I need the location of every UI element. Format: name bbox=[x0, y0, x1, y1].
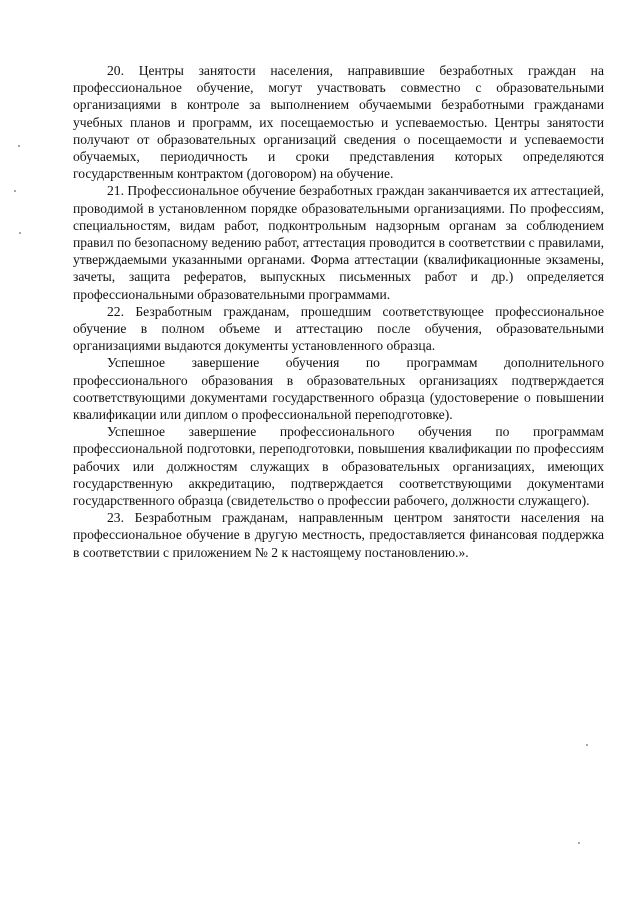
paragraph-21: 21. Профессиональное обучение безработных граждан заканчивается их аттестацией, проводимой в установленном порядке образовательными организациями. По профессиям, специальностям, видам работ, подконтрольным надзорным органам за соблюдением правил по безопасному ведению работ, аттестация проводится в соответствии с правилами, утверждаемыми указанными органами. Форма аттестации (квалификационные экзамены, зачеты, защита рефератов, выпускных письменных работ и др.) определяется профессиональными образовательными программами. bbox=[73, 183, 604, 302]
paragraph-23: 23. Безработным гражданам, направленным центром занятости населения на профессиональное обучение в другую местность, предоставляется финансовая поддержка в соответствии с приложением № 2 к настоящему постановлению.». bbox=[73, 510, 604, 560]
paragraph-22: 22. Безработным гражданам, прошедшим соответствующее профессиональное обучение в полном объеме и аттестацию после обучения, образовательными организациями выдаются документы установленного образца. bbox=[73, 303, 604, 354]
paragraph-vocational-training: Успешное завершение профессионального обучения по программам профессиональной подготовки, переподготовки, повышения квалификации по профессиям рабочих или должностям служащих в образовательных организациях, имеющих государственную аккредитацию, подтверждается соответствующими документами государственного образца (свидетельство о профессии рабочего, должности служащего). bbox=[73, 424, 604, 509]
scan-speck bbox=[14, 190, 16, 192]
document-body bbox=[73, 62, 604, 561]
paragraph-20: 20. Центры занятости населения, направившие безработных граждан на профессиональное обучение, могут участвовать совместно с образовательными организациями в контроле за выполнением обучаемыми безработными гражданами учебных планов и программ, их посещаемостью и успеваемостью. Центры занятости получают от образовательных организаций сведения о посещаемости и успеваемости обучаемых, периодичность и сроки представления которых определяются государственным контрактом (договором) на обучение. bbox=[73, 63, 604, 182]
scan-speck bbox=[586, 744, 588, 746]
paragraph-additional-education: Успешное завершение обучения по программам дополнительного профессионального образования в образовательных организациях подтверждается соответствующими документами государственного образца (удостоверение о повышении квалификации или диплом о профессиональной переподготовке). bbox=[73, 355, 604, 423]
scan-speck bbox=[18, 145, 20, 147]
scan-speck bbox=[578, 842, 580, 844]
scan-speck bbox=[19, 232, 21, 234]
